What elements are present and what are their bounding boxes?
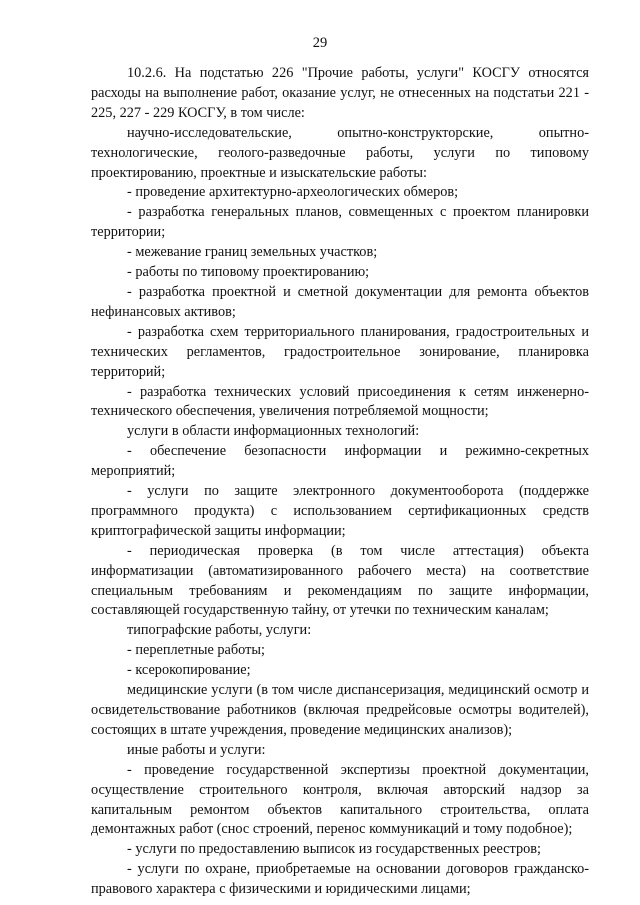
list-item: - разработка проектной и сметной документации для ремонта объектов нефинансовых активов;: [91, 283, 589, 320]
list-item: - проведение государственной экспертизы проектной документации, осуществление строительного контроля, включая авторский надзор за капитальным ремонтом объектов капитального строительства, оплата демонтажных работ (снос строений, перенос коммуникаций и тому подобное);: [91, 761, 589, 838]
list-item: - услуги по защите электронного документооборота (поддержке программного продукта) с использованием сертификационных средств криптографической защиты информации;: [91, 483, 589, 539]
list-item: - ксерокопирование;: [127, 662, 251, 679]
list-item: - разработка технических условий присоединения к сетям инженерно-технического обеспечения, увеличения потребляемой мощности;: [91, 383, 589, 420]
list-item: - межевание границ земельных участков;: [127, 244, 378, 261]
list-item: - переплетные работы;: [127, 642, 265, 659]
paragraph-it-services: услуги в области информационных технологий:: [127, 423, 420, 440]
list-item: - разработка схем территориального планирования, градостроительных и технических регламентов, градостроительное зонирование, планировка территорий;: [91, 323, 589, 380]
page-number: 29: [312, 35, 328, 51]
list-item: - работы по типовому проектированию;: [127, 264, 370, 281]
list-item: - проведение архитектурно-археологических обмеров;: [127, 184, 459, 201]
list-item: - периодическая проверка (в том числе аттестация) объекта информатизации (автоматизированного рабочего места) на соответствие специальным требованиям и рекомендациям по защите информации, составляющей государственную тайну, от утечки по техническим каналам;: [91, 542, 589, 619]
document-body: [91, 64, 589, 900]
list-item: - услуги по охране, приобретаемые на основании договоров гражданско-правового характера с физическими и юридическими лицами;: [91, 861, 589, 898]
paragraph-research-works: научно-исследовательские, опытно-конструкторские, опытно-технологические, геолого-разведочные работы, услуги по типовому проектированию, проектные и изыскательские работы:: [91, 124, 589, 181]
list-item: - обеспечение безопасности информации и режимно-секретных мероприятий;: [91, 443, 589, 480]
list-item: - услуги по предоставлению выписок из государственных реестров;: [127, 841, 541, 858]
paragraph-intro: 10.2.6. На подстатью 226 "Прочие работы, услуги" КОСГУ относятся расходы на выполнение работ, оказание услуг, не отнесенных на подстатьи 221 - 225, 227 - 229 КОСГУ, в том числе:: [91, 65, 589, 121]
list-item: - разработка генеральных планов, совмещенных с проектом планировки территории;: [91, 204, 589, 241]
paragraph-medical: медицинские услуги (в том числе диспансеризация, медицинский осмотр и освидетельствование работников (включая предрейсовые осмотры водителей), состоящих в штате учреждения, проведение медицинских анализов);: [91, 682, 589, 738]
paragraph-other-works: иные работы и услуги:: [127, 741, 266, 758]
paragraph-printing: типографские работы, услуги:: [127, 622, 312, 639]
